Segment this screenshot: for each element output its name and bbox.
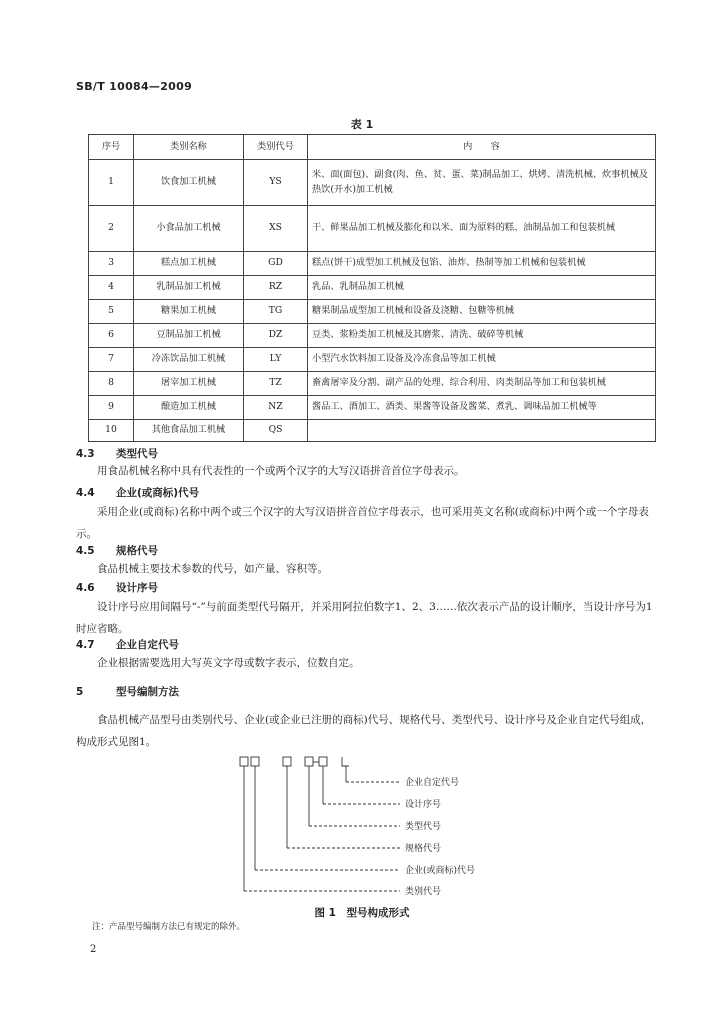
standard-code: SB/T 10084—2009 bbox=[76, 80, 193, 93]
box-type bbox=[305, 757, 313, 766]
row-category-code: XS bbox=[244, 206, 308, 252]
row-content: 豆类、浆粉类加工机械及其磨浆、清洗、破碎等机械 bbox=[308, 324, 656, 348]
row-content: 糕点(饼干)成型加工机械及包馅、油炸、热制等加工机械和包装机械 bbox=[308, 252, 656, 276]
row-content: 米、面(面包)、副食(肉、鱼、贫、蛋、菜)制品加工、烘烤、清洗机械、炊事机械及热饮(开水)加工机械 bbox=[308, 160, 656, 206]
box-enterprise bbox=[251, 757, 259, 766]
row-category-name: 糕点加工机械 bbox=[134, 252, 244, 276]
row-category-code: TG bbox=[244, 300, 308, 324]
model-structure-diagram bbox=[235, 755, 535, 900]
row-content bbox=[308, 420, 656, 442]
section-4-3-heading: 4.3 类型代号 bbox=[76, 448, 158, 460]
section-4-7-heading: 4.7 企业自定代号 bbox=[76, 639, 179, 651]
row-number: 5 bbox=[89, 300, 134, 324]
table-row bbox=[89, 276, 656, 300]
row-content: 乳品、乳制品加工机械 bbox=[308, 276, 656, 300]
row-content: 酱品工、酒加工、酒类、果酱等设备及酱菜、煮乳、调味品加工机械等 bbox=[308, 396, 656, 420]
row-category-code: NZ bbox=[244, 396, 308, 420]
table-row bbox=[89, 300, 656, 324]
row-category-code: QS bbox=[244, 420, 308, 442]
section-4-4-text: 采用企业(或商标)名称中两个或三个汉字的大写汉语拼音首位字母表示，也可采用英文名称(或商标)中两个或一个字母表示。 bbox=[76, 506, 649, 540]
table-row bbox=[89, 420, 656, 442]
table-row bbox=[89, 206, 656, 252]
table-row bbox=[89, 348, 656, 372]
section-5-text: 食品机械产品型号由类别代号、企业(或企业已注册的商标)代号、规格代号、类型代号、设计序号及企业自定代号组成，构成形式见图1。 bbox=[76, 714, 652, 748]
row-number: 7 bbox=[89, 348, 134, 372]
row-category-code: DZ bbox=[244, 324, 308, 348]
row-category-name: 冷冻饮品加工机械 bbox=[134, 348, 244, 372]
row-number: 9 bbox=[89, 396, 134, 420]
row-content: 糖果制品成型加工机械和设备及浇糖、包糖等机械 bbox=[308, 300, 656, 324]
header-code: 类别代号 bbox=[244, 135, 308, 160]
row-category-name: 屠宰加工机械 bbox=[134, 372, 244, 396]
figure-note: 注：产品型号编制方法已有规定的除外。 bbox=[92, 922, 246, 932]
label-custom-code: 企业自定代号 bbox=[405, 778, 460, 788]
row-number: 10 bbox=[89, 420, 134, 442]
row-category-name: 乳制品加工机械 bbox=[134, 276, 244, 300]
table-header-row bbox=[89, 135, 656, 160]
section-4-6-text: 设计序号应用间隔号“-”与前面类型代号隔开，并采用阿拉伯数字1、2、3……依次表示产品的设计顺序，当设计序号为1时应省略。 bbox=[76, 601, 653, 635]
box-custom bbox=[342, 757, 349, 766]
row-category-name: 糖果加工机械 bbox=[134, 300, 244, 324]
table-row bbox=[89, 324, 656, 348]
section-4-3-text: 用食品机械名称中具有代表性的一个或两个汉字的大写汉语拼音首位字母表示。 bbox=[97, 465, 465, 477]
row-category-name: 饮食加工机械 bbox=[134, 160, 244, 206]
row-category-name: 酿造加工机械 bbox=[134, 396, 244, 420]
label-design-number: 设计序号 bbox=[405, 800, 442, 810]
section-4-5-text: 食品机械主要技术参数的代号，如产量、容积等。 bbox=[97, 563, 328, 575]
figure-caption: 图 1 型号构成形式 bbox=[314, 907, 410, 919]
box-design bbox=[319, 757, 327, 766]
row-category-name: 豆制品加工机械 bbox=[134, 324, 244, 348]
header-content: 内 容 bbox=[308, 135, 656, 160]
row-category-code: GD bbox=[244, 252, 308, 276]
row-number: 2 bbox=[89, 206, 134, 252]
row-number: 1 bbox=[89, 160, 134, 206]
row-number: 3 bbox=[89, 252, 134, 276]
section-4-5-heading: 4.5 规格代号 bbox=[76, 545, 158, 557]
box-spec bbox=[283, 757, 291, 766]
label-category-code: 类别代号 bbox=[405, 887, 442, 897]
table-row bbox=[89, 252, 656, 276]
label-enterprise-code: 企业(或商标)代号 bbox=[405, 866, 476, 876]
box-category bbox=[240, 757, 248, 766]
row-number: 8 bbox=[89, 372, 134, 396]
row-content: 干、鲜果品加工机械及膨化和以米、面为原料的糕、油制品加工和包装机械 bbox=[308, 206, 656, 252]
label-spec-code: 规格代号 bbox=[405, 844, 442, 854]
row-content: 小型汽水饮料加工设备及冷冻食品等加工机械 bbox=[308, 348, 656, 372]
page-number: 2 bbox=[90, 944, 97, 955]
category-table bbox=[88, 134, 656, 442]
row-category-code: TZ bbox=[244, 372, 308, 396]
row-category-name: 其他食品加工机械 bbox=[134, 420, 244, 442]
row-number: 6 bbox=[89, 324, 134, 348]
section-4-6-heading: 4.6 设计序号 bbox=[76, 582, 158, 594]
section-4-7-text: 企业根据需要选用大写英文字母或数字表示，位数自定。 bbox=[97, 657, 360, 669]
section-5-heading: 5 型号编制方法 bbox=[76, 686, 179, 698]
header-name: 类别名称 bbox=[134, 135, 244, 160]
section-4-4-heading: 4.4 企业(或商标)代号 bbox=[76, 487, 200, 499]
table-row bbox=[89, 160, 656, 206]
row-category-code: LY bbox=[244, 348, 308, 372]
header-no: 序号 bbox=[89, 135, 134, 160]
table-row bbox=[89, 372, 656, 396]
table-caption: 表 1 bbox=[350, 118, 374, 131]
row-content: 畜禽屠宰及分割、副产品的处理、综合利用、肉类制品等加工和包装机械 bbox=[308, 372, 656, 396]
row-number: 4 bbox=[89, 276, 134, 300]
row-category-code: RZ bbox=[244, 276, 308, 300]
table-row bbox=[89, 396, 656, 420]
row-category-name: 小食品加工机械 bbox=[134, 206, 244, 252]
row-category-code: YS bbox=[244, 160, 308, 206]
label-type-code: 类型代号 bbox=[405, 822, 442, 832]
